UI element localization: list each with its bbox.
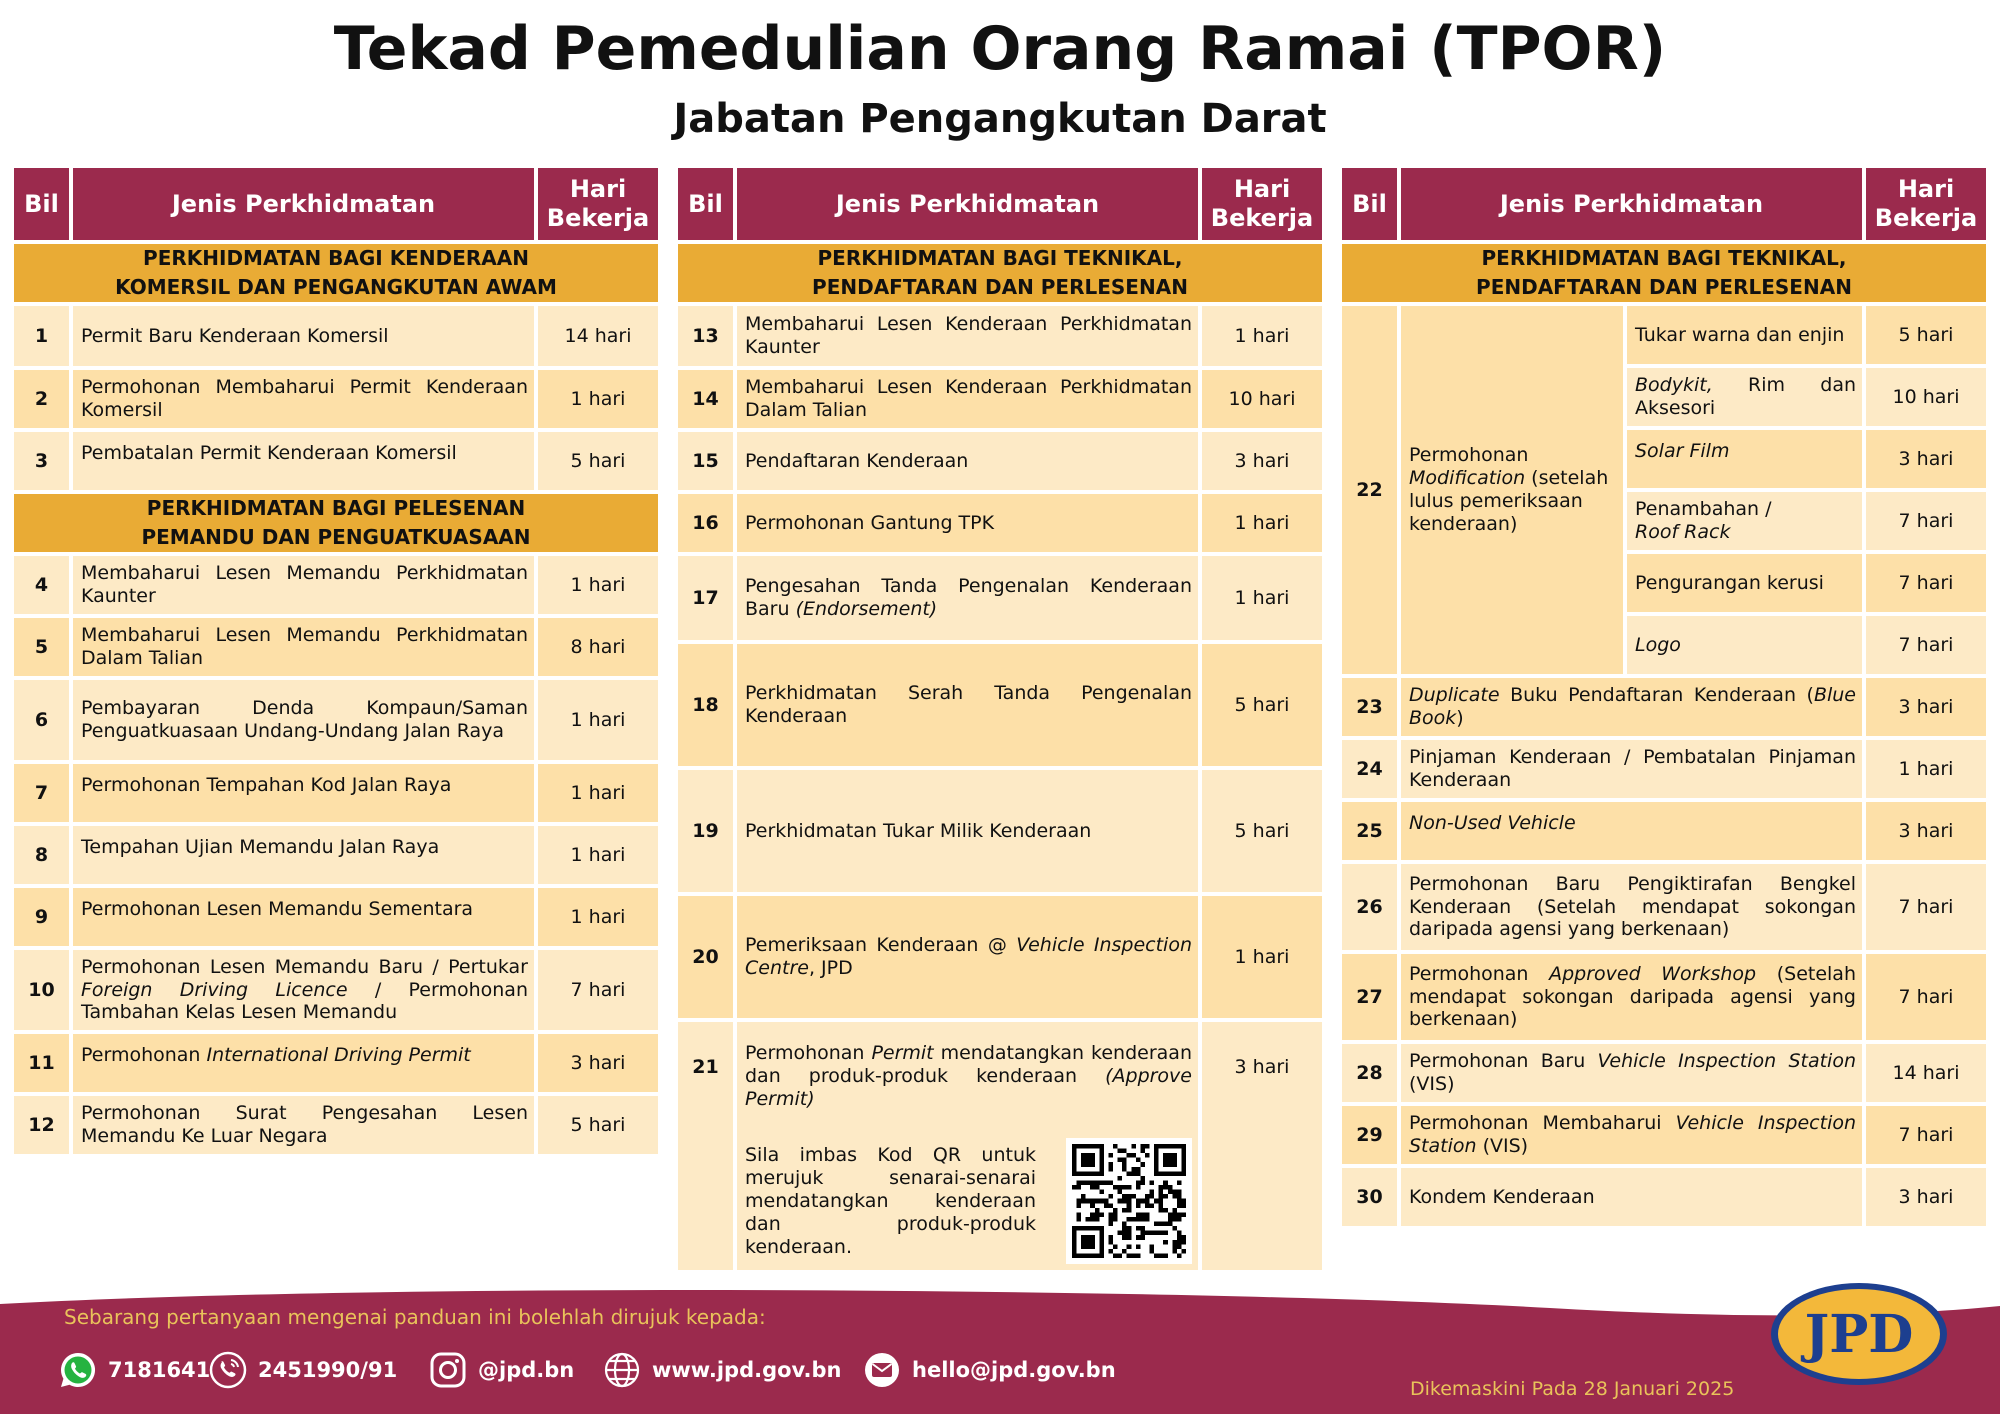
sub-service-name: Solar Film: [1627, 430, 1862, 488]
instagram-contact[interactable]: [428, 1350, 574, 1390]
column-2: [674, 164, 1326, 1274]
row-number: 18: [678, 644, 733, 766]
header-service: Jenis Perkhidmatan: [1401, 168, 1862, 240]
service-name: Pinjaman Kenderaan / Pembatalan Pinjaman Kenderaan: [1401, 740, 1862, 798]
service-name: Permohonan Lesen Memandu Sementara: [73, 888, 534, 946]
logo-text: JPD: [1804, 1304, 1914, 1365]
service-name: Membaharui Lesen Kenderaan Perkhidmatan Kaunter: [737, 306, 1198, 366]
working-days: 1 hari: [538, 680, 658, 760]
working-days: 3 hari: [1866, 802, 1986, 860]
row-number: 16: [678, 494, 733, 552]
table-row: [1342, 1106, 1986, 1164]
working-days: 7 hari: [1866, 492, 1986, 550]
qr-instruction: Sila imbas Kod QR untuk merujuk senarai-senarai mendatangkan kenderaan dan produk-produk kenderaan.: [745, 1144, 1036, 1258]
working-days: 1 hari: [538, 764, 658, 822]
table-row: [14, 370, 658, 428]
sub-service-name: Penambahan / Roof Rack: [1627, 492, 1862, 550]
row-number: 25: [1342, 802, 1397, 860]
table-row: [1342, 678, 1986, 736]
website-url: www.jpd.gov.bn: [652, 1358, 842, 1382]
mail-icon: [862, 1350, 902, 1390]
table-row: [678, 770, 1322, 892]
service-name: Permohonan International Driving Permit: [73, 1034, 534, 1092]
working-days: 1 hari: [538, 556, 658, 614]
working-days: 3 hari: [1202, 1022, 1322, 1270]
working-days: 5 hari: [1202, 644, 1322, 766]
working-days: 3 hari: [1866, 430, 1986, 488]
row-number: 27: [1342, 954, 1397, 1040]
jpd-logo: [1768, 1280, 1950, 1388]
working-days: 7 hari: [538, 950, 658, 1030]
service-name: Membaharui Lesen Memandu Perkhidmatan Kaunter: [73, 556, 534, 614]
working-days: 1 hari: [1202, 896, 1322, 1018]
table-row: [1342, 802, 1986, 860]
service-name: Permohonan Membaharui Permit Kenderaan Komersil: [73, 370, 534, 428]
table-row: [678, 306, 1322, 366]
row-number: 14: [678, 370, 733, 428]
row-number: 1: [14, 306, 69, 366]
row-number: 4: [14, 556, 69, 614]
table-row: [14, 680, 658, 760]
working-days: 1 hari: [1202, 494, 1322, 552]
service-table-3: [1338, 164, 1990, 1230]
table-row: [678, 432, 1322, 490]
section-heading: PERKHIDMATAN BAGI PELESENAN PEMANDU DAN PENGUATKUASAAN: [14, 494, 658, 552]
working-days: 3 hari: [1866, 678, 1986, 736]
row-number: 24: [1342, 740, 1397, 798]
service-name: Non-Used Vehicle: [1401, 802, 1862, 860]
header-days: Hari Bekerja: [538, 168, 658, 240]
working-days: 1 hari: [1202, 556, 1322, 640]
service-name: Tempahan Ujian Memandu Jalan Raya: [73, 826, 534, 884]
page-subtitle: Jabatan Pengangkutan Darat: [673, 96, 1327, 142]
service-name: Pendaftaran Kenderaan: [737, 432, 1198, 490]
phone-contact[interactable]: [208, 1350, 397, 1390]
service-name: Permohonan Tempahan Kod Jalan Raya: [73, 764, 534, 822]
phone-number: 2451990/91: [258, 1358, 398, 1382]
service-name: Pembatalan Permit Kenderaan Komersil: [73, 432, 534, 490]
service-table-2: [674, 164, 1326, 1274]
contact-heading: Sebarang pertanyaan mengenai panduan ini bolehlah dirujuk kepada:: [64, 1305, 766, 1329]
table-row: [14, 1034, 658, 1092]
working-days: 5 hari: [1202, 770, 1322, 892]
service-table-1: [10, 164, 662, 1158]
header-service: Jenis Perkhidmatan: [73, 168, 534, 240]
table-row: [14, 556, 658, 614]
table-row: [14, 306, 658, 366]
table-row: [14, 432, 658, 490]
working-days: 3 hari: [538, 1034, 658, 1092]
service-name: Permohonan Surat Pengesahan Lesen Memandu Ke Luar Negara: [73, 1096, 534, 1154]
row-number: 3: [14, 432, 69, 490]
row-number: 23: [1342, 678, 1397, 736]
row-number: 9: [14, 888, 69, 946]
row-number: 28: [1342, 1044, 1397, 1102]
column-3: [1338, 164, 1990, 1230]
working-days: 14 hari: [1866, 1044, 1986, 1102]
working-days: 1 hari: [1202, 306, 1322, 366]
service-name: Membaharui Lesen Memandu Perkhidmatan Dalam Talian: [73, 618, 534, 676]
phone-icon: [208, 1350, 248, 1390]
row-number: 26: [1342, 864, 1397, 950]
service-name: Permohonan Permit mendatangkan kenderaan dan produk-produk kenderaan (Approve Permit) Sila imbas Kod QR untuk merujuk senarai-senarai mendatangkan kenderaan dan produk-produk kenderaan.: [737, 1022, 1198, 1270]
globe-icon: [602, 1350, 642, 1390]
table-row: [1342, 954, 1986, 1040]
header-bil: Bil: [1342, 168, 1397, 240]
working-days: 7 hari: [1866, 616, 1986, 674]
table-row: [678, 1022, 1322, 1270]
working-days: 10 hari: [1866, 368, 1986, 426]
website-contact[interactable]: [602, 1350, 841, 1390]
header-service: Jenis Perkhidmatan: [737, 168, 1198, 240]
working-days: 7 hari: [1866, 954, 1986, 1040]
table-row: [14, 950, 658, 1030]
section-heading: PERKHIDMATAN BAGI KENDERAAN KOMERSIL DAN PENGANGKUTAN AWAM: [14, 244, 658, 302]
service-name: Kondem Kenderaan: [1401, 1168, 1862, 1226]
row-number: 17: [678, 556, 733, 640]
table-row: [14, 888, 658, 946]
working-days: 3 hari: [1202, 432, 1322, 490]
instagram-handle: @jpd.bn: [478, 1358, 575, 1382]
row-number: 2: [14, 370, 69, 428]
row-number: 7: [14, 764, 69, 822]
header-bil: Bil: [678, 168, 733, 240]
instagram-icon: [428, 1350, 468, 1390]
header-bil: Bil: [14, 168, 69, 240]
service-name: Pembayaran Denda Kompaun/Saman Penguatkuasaan Undang-Undang Jalan Raya: [73, 680, 534, 760]
service-name: Perkhidmatan Serah Tanda Pengenalan Kenderaan: [737, 644, 1198, 766]
working-days: 7 hari: [1866, 864, 1986, 950]
table-row: [678, 644, 1322, 766]
sub-service-name: Pengurangan kerusi: [1627, 554, 1862, 612]
table-row: [678, 494, 1322, 552]
row-number: 6: [14, 680, 69, 760]
header-days: Hari Bekerja: [1866, 168, 1986, 240]
row-number: 21: [678, 1022, 733, 1270]
whatsapp-contact[interactable]: [58, 1350, 210, 1390]
row-number: 13: [678, 306, 733, 366]
row-number: 12: [14, 1096, 69, 1154]
whatsapp-number: 7181641: [108, 1358, 211, 1382]
table-row: [678, 556, 1322, 640]
row-number: 20: [678, 896, 733, 1018]
service-name: Permohonan Approved Workshop (Setelah mendapat sokongan daripada agensi yang berkenaan): [1401, 954, 1862, 1040]
header-days: Hari Bekerja: [1202, 168, 1322, 240]
service-name: Permit Baru Kenderaan Komersil: [73, 306, 534, 366]
service-name: Permohonan Lesen Memandu Baru / Pertukar Foreign Driving Licence / Permohonan Tambahan Kelas Lesen Memandu: [73, 950, 534, 1030]
service-name: Permohonan Membaharui Vehicle Inspection Station (VIS): [1401, 1106, 1862, 1164]
row-number: 22: [1342, 306, 1397, 674]
row-number: 29: [1342, 1106, 1397, 1164]
service-name: Permohonan Baru Vehicle Inspection Station (VIS): [1401, 1044, 1862, 1102]
row-number: 10: [14, 950, 69, 1030]
page-title: Tekad Pemedulian Orang Ramai (TPOR): [333, 14, 1667, 84]
email-contact[interactable]: [862, 1350, 1116, 1390]
working-days: 8 hari: [538, 618, 658, 676]
working-days: 5 hari: [1866, 306, 1986, 364]
working-days: 1 hari: [538, 826, 658, 884]
working-days: 14 hari: [538, 306, 658, 366]
service-name: Duplicate Buku Pendaftaran Kenderaan (Blue Book): [1401, 678, 1862, 736]
table-row: [1342, 1044, 1986, 1102]
email-address: hello@jpd.gov.bn: [912, 1358, 1116, 1382]
service-name: Perkhidmatan Tukar Milik Kenderaan: [737, 770, 1198, 892]
working-days: 3 hari: [1866, 1168, 1986, 1226]
working-days: 1 hari: [1866, 740, 1986, 798]
section-heading: PERKHIDMATAN BAGI TEKNIKAL, PENDAFTARAN DAN PERLESENAN: [678, 244, 1322, 302]
service-name: Permohonan Baru Pengiktirafan Bengkel Kenderaan (Setelah mendapat sokongan daripada agensi yang berkenaan): [1401, 864, 1862, 950]
column-1: [10, 164, 662, 1158]
updated-date: Dikemaskini Pada 28 Januari 2025: [1410, 1378, 1735, 1400]
working-days: 7 hari: [1866, 554, 1986, 612]
table-row: [1342, 1168, 1986, 1226]
table-row: [678, 370, 1322, 428]
service-name: Pengesahan Tanda Pengenalan Kenderaan Baru (Endorsement): [737, 556, 1198, 640]
row-number: 5: [14, 618, 69, 676]
service-name: Pemeriksaan Kenderaan @ Vehicle Inspection Centre, JPD: [737, 896, 1198, 1018]
row-number: 15: [678, 432, 733, 490]
row-number: 30: [1342, 1168, 1397, 1226]
sub-service-name: Bodykit, Rim dan Aksesori: [1627, 368, 1862, 426]
working-days: 1 hari: [538, 370, 658, 428]
table-row: [14, 1096, 658, 1154]
working-days: 10 hari: [1202, 370, 1322, 428]
row-number: 19: [678, 770, 733, 892]
qr-code-icon[interactable]: [1066, 1138, 1192, 1264]
sub-service-name: Logo: [1627, 616, 1862, 674]
service-name: Permohonan Modification (setelah lulus pemeriksaan kenderaan): [1401, 306, 1623, 674]
row-number: 11: [14, 1034, 69, 1092]
working-days: 5 hari: [538, 1096, 658, 1154]
table-row: [1342, 306, 1986, 364]
whatsapp-icon: [58, 1350, 98, 1390]
service-name: Membaharui Lesen Kenderaan Perkhidmatan Dalam Talian: [737, 370, 1198, 428]
sub-service-name: Tukar warna dan enjin: [1627, 306, 1862, 364]
table-row: [14, 826, 658, 884]
row-number: 8: [14, 826, 69, 884]
table-row: [14, 764, 658, 822]
table-row: [1342, 864, 1986, 950]
table-row: [1342, 740, 1986, 798]
service-name: Permohonan Gantung TPK: [737, 494, 1198, 552]
working-days: 7 hari: [1866, 1106, 1986, 1164]
section-heading: PERKHIDMATAN BAGI TEKNIKAL, PENDAFTARAN DAN PERLESENAN: [1342, 244, 1986, 302]
table-row: [678, 896, 1322, 1018]
working-days: 1 hari: [538, 888, 658, 946]
table-row: [14, 618, 658, 676]
working-days: 5 hari: [538, 432, 658, 490]
